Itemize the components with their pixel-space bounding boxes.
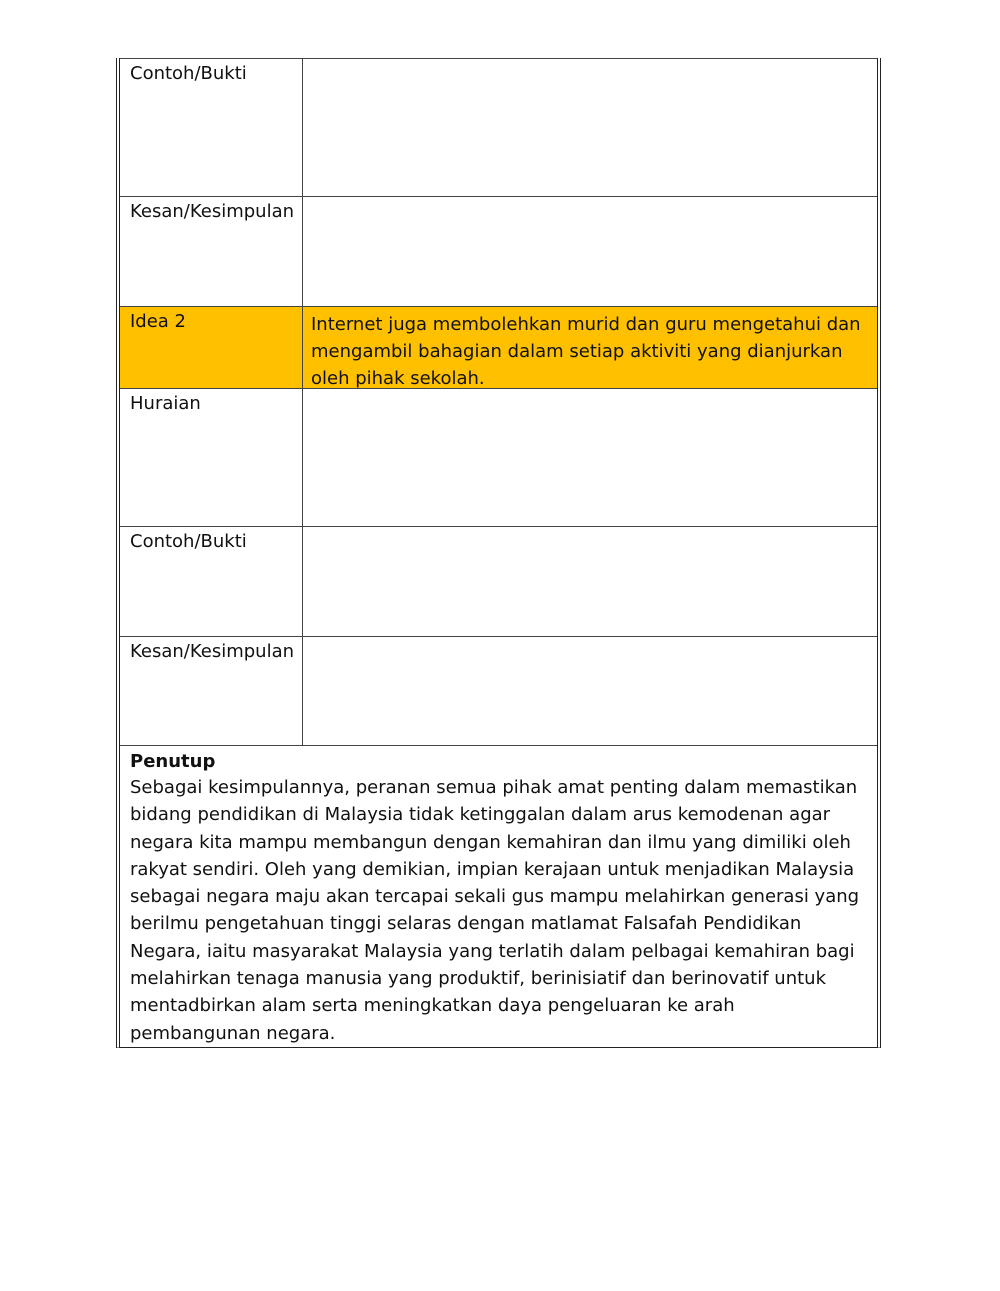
idea-text: Internet juga membolehkan murid dan guru mengetahui dan mengambil bahagian dalam setiap aktiviti yang dianjurkan oleh pihak sekolah. — [311, 314, 861, 389]
row-label: Huraian — [120, 389, 303, 526]
essay-outline-table — [116, 58, 881, 1048]
row-kesan-kesimpulan-1 — [120, 197, 877, 307]
row-kesan-kesimpulan-2 — [120, 637, 877, 746]
row-label: Contoh/Bukti — [120, 527, 303, 636]
answer-cell[interactable] — [303, 59, 877, 196]
row-huraian — [120, 389, 877, 527]
row-contoh-bukti-2 — [120, 527, 877, 637]
row-label: Kesan/Kesimpulan — [120, 197, 303, 306]
closing-heading: Penutup — [130, 751, 216, 772]
closing-paragraph: Sebagai kesimpulannya, peranan semua pihak amat penting dalam memastikan bidang pendidikan di Malaysia tidak ketinggalan dalam arus kemodenan agar negara kita mampu membangun dengan kemahiran dan ilmu yang dimiliki oleh rakyat sendiri. Oleh yang demikian, impian kerajaan untuk menjadikan Malaysia sebagai negara maju akan tercapai sekali gus mampu melahirkan generasi yang berilmu pengetahuan tinggi selaras dengan matlamat Falsafah Pendidikan Negara, iaitu masyarakat Malaysia yang terlatih dalam pelbagai kemahiran bagi melahirkan tenaga manusia yang produktif, berinisiatif dan berinovatif untuk mentadbirkan alam serta meningkatkan daya pengeluaran ke arah pembangunan negara. — [130, 777, 860, 1044]
row-label: Idea 2 — [120, 307, 303, 388]
answer-cell[interactable] — [303, 637, 877, 745]
closing-section — [120, 746, 877, 1047]
answer-cell[interactable] — [303, 527, 877, 636]
answer-cell[interactable] — [303, 389, 877, 526]
row-idea-2 — [120, 307, 877, 389]
answer-cell[interactable] — [303, 197, 877, 306]
row-contoh-bukti-1 — [120, 58, 877, 197]
row-label: Contoh/Bukti — [120, 59, 303, 196]
row-label: Kesan/Kesimpulan — [120, 637, 303, 745]
